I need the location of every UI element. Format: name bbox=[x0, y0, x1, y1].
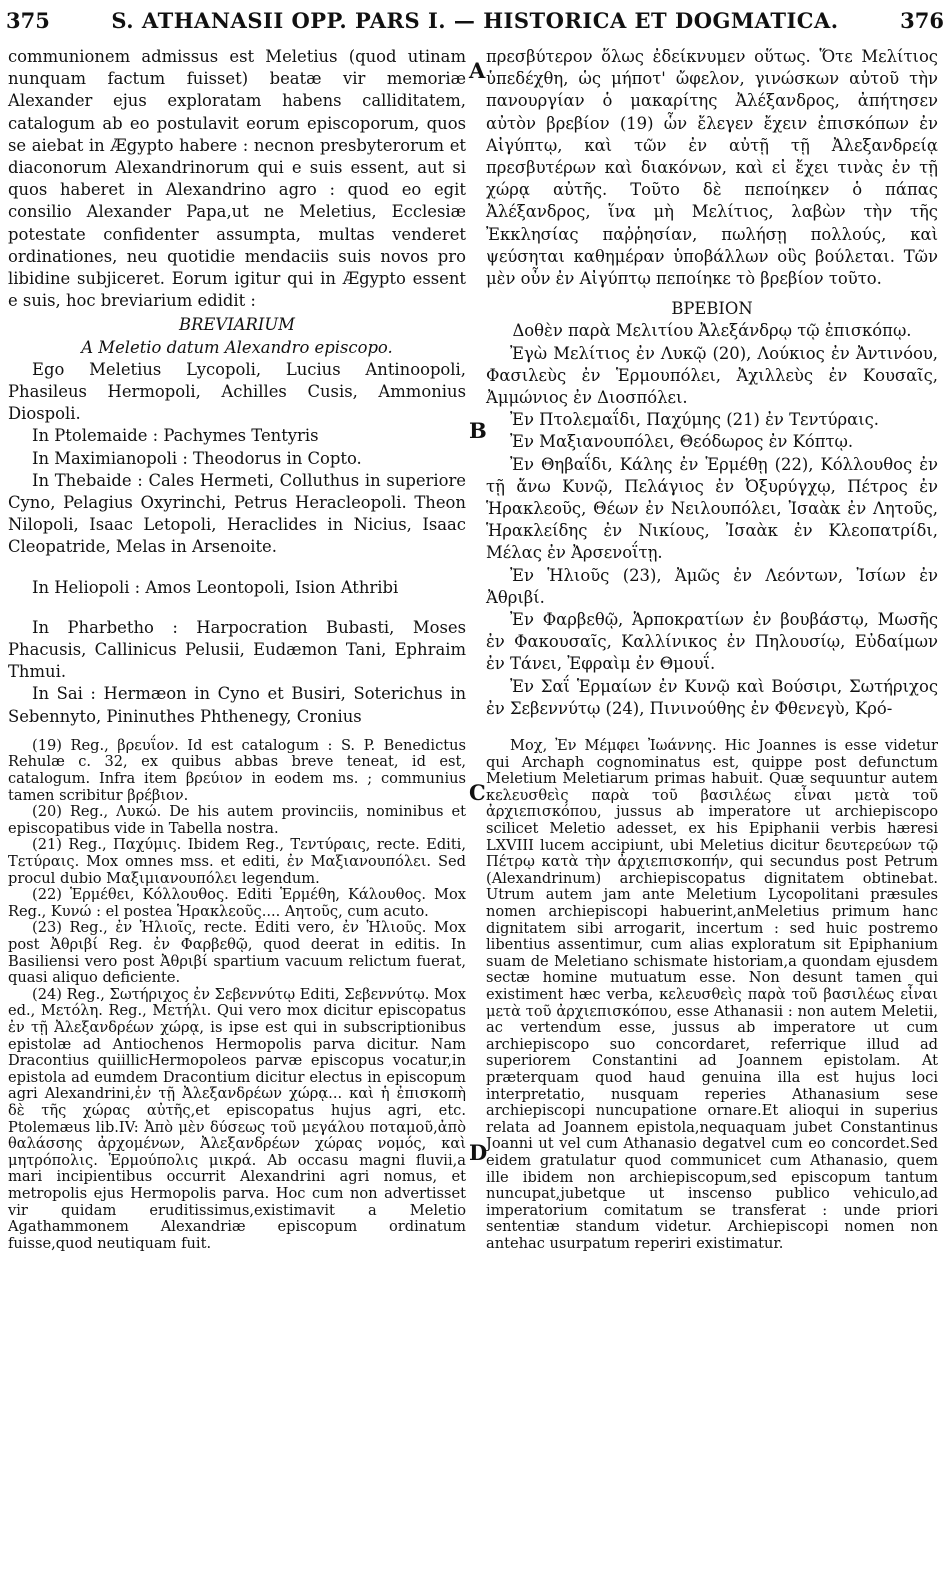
page-header bbox=[0, 0, 950, 44]
footnote: (21) Reg., Παχύμις. Ibidem Reg., Τεντύραις, recte. Editi, Τετύραις. Mox omnes mss. et editi, ἐν Μαξιανουπόλει. Sed procul dubio Μαξιμιανουπόλει legendum. bbox=[8, 836, 466, 887]
footnote: (19) Reg., βρευΐον. Id est catalogum : S. P. Benedictus Rehulæ c. 32, ex quibus abbas breve teneat, id est, catalogum. Infra item βρεύιον in eodem ms. ; communius tamen scribitur βρέβιον. bbox=[8, 736, 466, 804]
footnotes bbox=[8, 738, 466, 1252]
page-number-left: 375 bbox=[6, 8, 50, 33]
greek-column bbox=[486, 46, 938, 1253]
greek-line: Ἐν Μαξιανουπόλει, Θεόδωρος ἐν Κόπτῳ. bbox=[510, 432, 854, 452]
running-title: S. ATHANASII OPP. PARS I. — HISTORICA ET DOGMATICA. bbox=[111, 8, 839, 33]
commentary-text: Μοχ, Ἐν Μέμφει Ἰωάννης. Hic Joannes is esse videtur qui Archaph cognominatus est, quippe post defunctum Meletium Meletiarum primas habuit. Quæ sequuntur autem κελευσθεὶς παρὰ τοῦ βασιλέως εἶναι μετὰ τοῦ ἀρχιεπισκόπου, jussus ab imperatore ut archiepiscopo scilicet Meletio adesset, ex his Epiphanii verbis hæresi LXVIII lucem accipiunt, ubi Meletius dicitur δευτερεύων τῷ Πέτρῳ κατὰ τὴν ἀρχιεπισκοπήν, qui secundus post Petrum (Alexandrinum) archiepiscopatus dignitatem obtinebat. Utrum autem jam ante Meletium Lycopolitani præsules nomen archiepiscopi habuerint,anMeletius primum hanc dignitatem sibi arrogarit, incertum : sed huic postremo libentius assentimur, cum alias exploratum sit Epiphanium suam de Meletiano schismate historiam,a quondam ejusdem sectæ homine mutuatum esse. Non desunt tamen qui existiment hæc verba, κελευσθεὶς παρὰ τοῦ βασιλέως εἶναι μετὰ τοῦ ἀρχιεπισκόπου, esse Athanasii : non autem Meletii, ac vertendum esse, jussus ab imperatore ut cum archiepiscopo suo concordaret, referrique illud ad superiorem Constantini ad Joannem epistolam. At præterquam quod haud genuina illa est hujus loci interpretatio, nusquam reperies Athanasium sese archiepiscopi nuncupatione ornare.Et alioqui in superius relata ad Joannem epistola,nequaquam jubet Constantinus Joanni ut vel cum Athanasio degatvel cum eo concordet.Sed eidem gratulatur quod communicet cum Athanasio, quem ille ibidem non archiepiscopum,sed episcopum tantum nuncupat,jubetque ut inscenso publico vehiculo,ad imperatorium comitatum se transferat : unde priori sententiæ standum videtur. Archiepiscopi nomen non antehac usurpatum reperiri existimatur. bbox=[486, 737, 938, 1252]
latin-line: In Thebaide : Cales Hermeti, Colluthus in superiore Cyno, Pelagius Oxyrinchi, Petrus Heracleopoli. Theon Nilopoli, Isaac Letopoli, Heraclides in Nicius, Isaac Cleopatride, Melas in Arsenoite. bbox=[8, 470, 466, 557]
latin-column bbox=[8, 46, 466, 1252]
greek-line: Ἐγὼ Μελίτιος ἐν Λυκῷ (20), Λούκιος ἐν Ἀντινόου, Φασιλεὺς ἐν Ἑρμουπόλει, Ἀχιλλεὺς ἐν Κουσαῖς, Ἀμμώνιος ἐν Διοσπόλει. bbox=[486, 343, 938, 408]
latin-line: In Maximianopoli : Theodorus in Copto. bbox=[32, 448, 362, 468]
footnote: (23) Reg., ἐν Ἡλιοῖς, recte. Editi vero, ἐν Ἡλιοῦς. Mox post Ἀθριβί Reg. ἐν Φαρβεθῷ, quod deerat in editis. In Basiliensi vero post Ἀθριβί spartium vacuum relictum fuerat, quasi aliquo deficiente. bbox=[8, 919, 466, 987]
footnote: (24) Reg., Σωτήριχος ἐν Σεβεννύτῳ Editi, Σεβεννύτῳ. Mox ed., Μετόλη. Reg., Μετήλι. Qui vero mox dicitur episcopatus ἐν τῇ Ἀλεξανδρέων χώρᾳ, is ipse est qui in subscriptionibus epistolæ ad Antiochenos Hermopolis parva dicitur. Nam Dracontius quiillicHermopoleos parvæ episcopus vocatur,in epistola ad eumdem Dracontium dicitur electus in episcopum agri Alexandrini,ἐν τῇ Ἀλεξανδρέων χώρᾳ... καὶ ἡ ἐπισκοπὴ δὲ τῆς χώρας αὐτῆς,et episcopatus hujus agri, etc. Ptolemæus lib.IV: Ἀπὸ μὲν δύσεως τοῦ μεγάλου ποταμοῦ,ἀπὸ θαλάσσης ἀρχομένων, Ἀλεξανδρέων χώρας νομός, καὶ μητρόπολις. Ἑρμούπολις μικρά. Ab occasu magni fluvii,a mari incipientibus occurrit Alexandrini agri nomus, et metropolis ejus Hermopolis parva. Hoc cum non advertisset vir quidam eruditissimus,existimavit a Meletio Agathammonem Alexandriæ episcopum ordinatum fuisse,quod neutiquam fuit. bbox=[8, 985, 466, 1252]
margin-marker-b: B bbox=[469, 418, 487, 443]
commentary-note bbox=[486, 738, 938, 1252]
margin-marker-c: C bbox=[469, 780, 486, 805]
greek-line: Ἐν Σαΐ Ἑρμαίων ἐν Κυνῷ καὶ Βούσιρι, Σωτήριχος ἐν Σεβεννύτῳ (24), Πινινούθης ἐν Φθενεγὺ, Κρό- bbox=[486, 676, 938, 718]
margin-marker-a: A bbox=[469, 58, 486, 83]
footnote: (20) Reg., Λυκώ. De his autem provinciis, nominibus et episcopatibus vide in Tabella nostra. bbox=[8, 803, 466, 837]
latin-line: In Sai : Hermæon in Cyno et Busiri, Soterichus in Sebennyto, Pininuthes Phthenegy, Cronius bbox=[8, 684, 466, 726]
greek-line: Ἐν Θηβαΐδι, Κάλης ἐν Ἑρμέθῃ (22), Κόλλουθος ἐν τῇ ἄνω Κυνῷ, Πελάγιος ἐν Ὀξυρύγχῳ, Πέτρος ἐν Ἡρακλεοῦς, Θέων ἐν Νειλουπόλει, Ἰσαὰκ ἐν Λητοῦς, Ἡρακλείδης ἐν Νικίους, Ἰσαὰκ ἐν Κλεοπατρίδι, Μέλας ἐν Ἀρσενοΐτῃ. bbox=[486, 454, 938, 563]
page-number-right: 376 bbox=[900, 8, 944, 33]
latin-line: Ego Meletius Lycopoli, Lucius Antinoopoli, Phasileus Hermopoli, Achilles Cusis, Ammonius Diospoli. bbox=[8, 359, 466, 424]
greek-line: Ἐν Πτολεμαΐδι, Παχύμης (21) ἐν Τεντύραις. bbox=[510, 410, 880, 430]
footnote: (22) Ἑρμέθει, Κόλλουθος. Editi Ἑρμέθη, Κάλουθος. Mox Reg., Κυνώ : el postea Ἡρακλεοῦς.... Αητοῦς, cum acuto. bbox=[8, 886, 466, 920]
greek-subheading: Δοθὲν παρὰ Μελιτίου Ἀλεξάνδρῳ τῷ ἐπισκόπῳ. bbox=[512, 321, 912, 341]
latin-line: In Ptolemaide : Pachymes Tentyris bbox=[32, 426, 319, 446]
greek-heading: ΒΡΕΒΙΟΝ bbox=[671, 299, 753, 319]
margin-marker-d: D bbox=[469, 1140, 488, 1165]
latin-intro: communionem admissus est Meletius (quod utinam nunquam factum fuisset) beatæ vir memoriæ Alexander ejus exploratam habens calliditatem, catalogum ab eo postulavit eorum episcoporum, quos se aiebat in Ægypto habere : necnon presbyterorum et diaconorum Alexandrinorum qui e suis essent, aut si quos haberet in Alexandrino agro : quod eo egit consilio Alexander Papa,ut ne Meletius, Ecclesiæ potestate confidenter assumpta, multas venderet ordinationes, neu quotidie mendaciis suis novos pro libidine subjiceret. Eorum igitur qui in Ægypto essent e suis, hoc breviarium edidit : bbox=[8, 47, 466, 311]
latin-line: In Heliopoli : Amos Leontopoli, Ision Athribi bbox=[32, 577, 399, 597]
greek-intro: πρεσβύτερον ὅλως ἐδείκνυμεν οὕτως. Ὅτε Μελίτιος ὑπεδέχθη, ὡς μήποτ' ὤφελον, γινώσκων αὐτοῦ τὴν πανουργίαν ὁ μακαρίτης Ἀλέξανδρος, ἀπήτησεν αὐτὸν βρεβίον (19) ὧν ἔλεγεν ἔχειν ἐπισκόπων ἐν Αἰγύπτῳ, καὶ τῶν ἐν αὐτῇ τῇ Ἀλεξανδρείᾳ πρεσβυτέρων καὶ διακόνων, καὶ εἰ ἔχει τινὰς ἐν τῇ χώρᾳ αὐτῆς. Τοῦτο δὲ πεποίηκεν ὁ πάπας Ἀλέξανδρος, ἵνα μὴ Μελίτιος, λαβὼν τὴν τῆς Ἐκκλησίας παῤῥησίαν, πωλήσῃ πολλούς, καὶ ψεύσηται καθημέραν ὑποβάλλων οὓς βούλεται. Τῶν μὲν οὖν ἐν Αἰγύπτῳ πεποίηκε τὸ βρεβίον τοῦτο. bbox=[486, 47, 938, 289]
latin-subheading: A Meletio datum Alexandro episcopo. bbox=[81, 337, 393, 357]
greek-line: Ἐν Ἡλιοῦς (23), Ἀμῶς ἐν Λεόντων, Ἰσίων ἐν Ἀθριβί. bbox=[486, 565, 938, 607]
greek-line: Ἐν Φαρβεθῷ, Ἁρποκρατίων ἐν βουβάστῳ, Μωσῆς ἐν Φακουσαῖς, Καλλίνικος ἐν Πηλουσίῳ, Εὐδαίμων ἐν Τάνει, Ἐφραὶμ ἐν Θμουΐ. bbox=[486, 610, 938, 674]
latin-heading: BREVIARIUM bbox=[179, 315, 295, 335]
latin-line: In Pharbetho : Harpocration Bubasti, Moses Phacusis, Callinicus Pelusii, Eudæmon Tani, Ephraim Thmui. bbox=[8, 617, 466, 682]
